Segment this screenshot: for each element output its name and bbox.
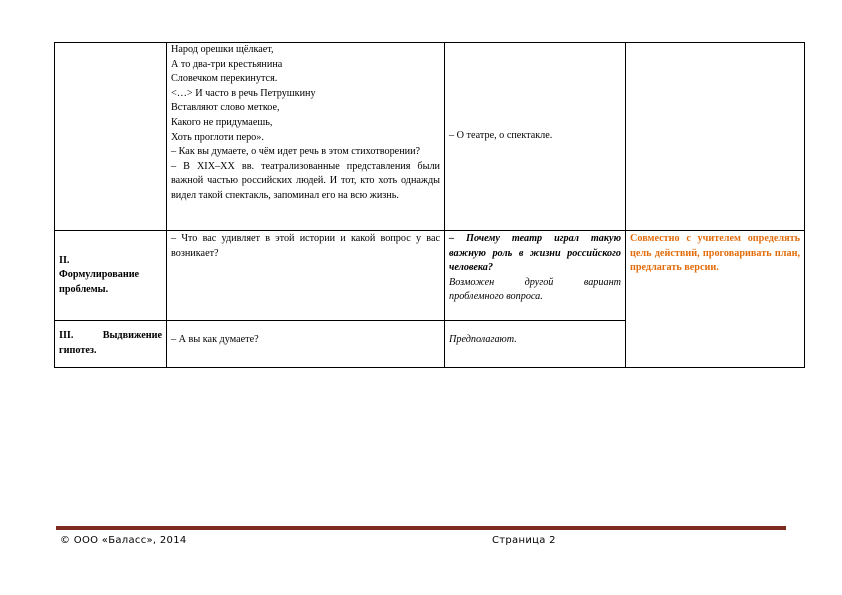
poem-line: Хоть проглоти перо». xyxy=(171,131,264,143)
footer-page-number: Страница 2 xyxy=(492,535,556,546)
stage-cell xyxy=(55,321,167,368)
student-note: Возможен другой вариант проблемного вопроса. xyxy=(449,276,621,303)
stage-name: Выдвижение гипотез. xyxy=(59,330,162,356)
table-row xyxy=(55,231,805,321)
poem-line: Словечком перекинутся. xyxy=(171,73,278,85)
stage-number: III. xyxy=(59,330,74,342)
student-cell xyxy=(445,321,626,368)
footer-copyright: © ООО «Баласс», 2014 xyxy=(60,535,187,546)
stage-cell xyxy=(55,43,167,231)
lesson-table xyxy=(54,42,805,368)
uud-text: Совместно с учителем определять цель действий, проговаривать план, предлагать версии. xyxy=(630,233,800,274)
poem-line: <…> И часто в речь Петрушкину xyxy=(171,87,316,99)
teacher-cell xyxy=(167,231,445,321)
teacher-remark: – В XIX–XX вв. театрализованные представления были важной частью российских людей. И тот, кто хоть однажды видел такой спектакль, запоминал его на всю жизнь. xyxy=(171,160,440,201)
teacher-cell xyxy=(167,321,445,368)
poem-line: Народ орешки щёлкает, xyxy=(171,44,274,55)
student-answer: Предполагают. xyxy=(449,334,517,345)
student-answer: – О театре, о спектакле. xyxy=(449,130,553,142)
teacher-question: – Что вас удивляет в этой истории и какой вопрос у вас возникает? xyxy=(171,233,440,259)
stage-cell xyxy=(55,231,167,321)
student-cell xyxy=(445,43,626,231)
uud-cell xyxy=(626,231,805,368)
problem-question: – Почему театр играл такую важную роль в жизни российского человека? xyxy=(449,233,621,274)
poem-line: Вставляют слово меткое, xyxy=(171,102,280,114)
student-cell xyxy=(445,231,626,321)
poem-line: Какого не придумаешь, xyxy=(171,116,273,128)
stage-name: Формулирование проблемы. xyxy=(59,269,140,295)
table-row xyxy=(55,43,805,231)
teacher-question: – А вы как думаете? xyxy=(171,334,259,345)
uud-cell xyxy=(626,43,805,231)
teacher-cell xyxy=(167,43,445,231)
stage-number: II. xyxy=(59,254,70,266)
footer-divider xyxy=(56,526,786,530)
teacher-question: – Как вы думаете, о чём идет речь в этом стихотворении? xyxy=(171,146,421,158)
poem-line: А то два-три крестьянина xyxy=(171,58,283,70)
